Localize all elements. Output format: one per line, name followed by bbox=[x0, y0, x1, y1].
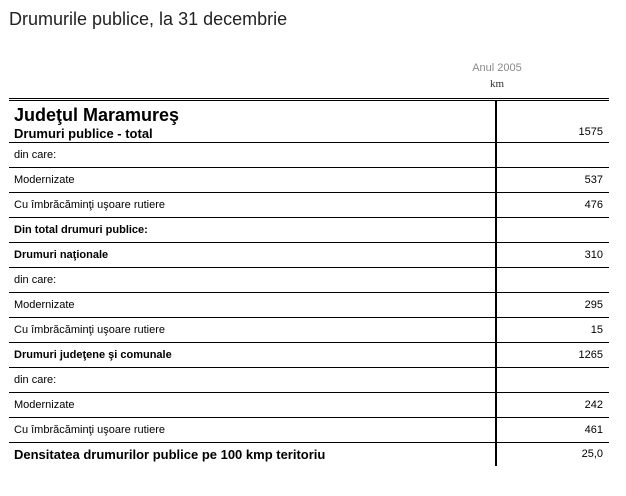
row-label: Modernizate bbox=[9, 167, 496, 192]
county-name: Judeţul Maramureş bbox=[9, 100, 496, 127]
row-value: 25,0 bbox=[581, 448, 603, 461]
table-row bbox=[9, 242, 609, 267]
row-label: Modernizate bbox=[9, 392, 496, 417]
row-value bbox=[496, 367, 609, 392]
row-label: Drumuri publice - total bbox=[9, 126, 496, 142]
row-label: Drumuri naţionale bbox=[9, 242, 496, 267]
table-row bbox=[9, 267, 609, 292]
county-value-cell bbox=[496, 100, 609, 127]
table-row bbox=[9, 142, 609, 167]
page-title: Drumurile publice, la 31 decembrie bbox=[9, 9, 288, 29]
row-label: din care: bbox=[9, 267, 496, 292]
row-value bbox=[496, 142, 609, 167]
row-value: 461 bbox=[496, 417, 609, 442]
row-label: Din total drumuri publice: bbox=[9, 217, 496, 242]
row-label: Cu îmbrăcăminţi uşoare rutiere bbox=[9, 317, 496, 342]
row-label: din care: bbox=[9, 367, 496, 392]
table-row bbox=[9, 217, 609, 242]
row-value: 242 bbox=[496, 392, 609, 417]
row-label: Cu îmbrăcăminţi uşoare rutiere bbox=[9, 417, 496, 442]
row-value: 1575 bbox=[496, 126, 609, 142]
row-value: 1265 bbox=[496, 342, 609, 367]
table-row bbox=[9, 292, 609, 317]
table-row bbox=[9, 317, 609, 342]
row-value bbox=[496, 267, 609, 292]
row-value bbox=[496, 217, 609, 242]
table-row bbox=[9, 167, 609, 192]
table-row bbox=[9, 392, 609, 417]
table-row-county bbox=[9, 100, 609, 127]
row-value: 310 bbox=[496, 242, 609, 267]
row-label: Drumuri judeţene şi comunale bbox=[9, 342, 496, 367]
column-unit-header: km bbox=[489, 78, 505, 90]
row-value: 15 bbox=[496, 317, 609, 342]
row-value: 537 bbox=[496, 167, 609, 192]
table-row bbox=[9, 367, 609, 392]
row-label: din care: bbox=[9, 142, 496, 167]
table-row bbox=[9, 342, 609, 367]
row-label: Cu îmbrăcăminţi uşoare rutiere bbox=[9, 192, 496, 217]
row-value: 476 bbox=[496, 192, 609, 217]
table-row bbox=[9, 442, 609, 466]
table-row bbox=[9, 417, 609, 442]
row-label: Densitatea drumurilor publice pe 100 kmp teritoriu bbox=[9, 442, 496, 466]
roads-table bbox=[9, 98, 609, 466]
row-label: Modernizate bbox=[9, 292, 496, 317]
table-row bbox=[9, 126, 609, 142]
row-value: 295 bbox=[496, 292, 609, 317]
table-row bbox=[9, 192, 609, 217]
column-year-header: Anul 2005 bbox=[472, 62, 522, 74]
